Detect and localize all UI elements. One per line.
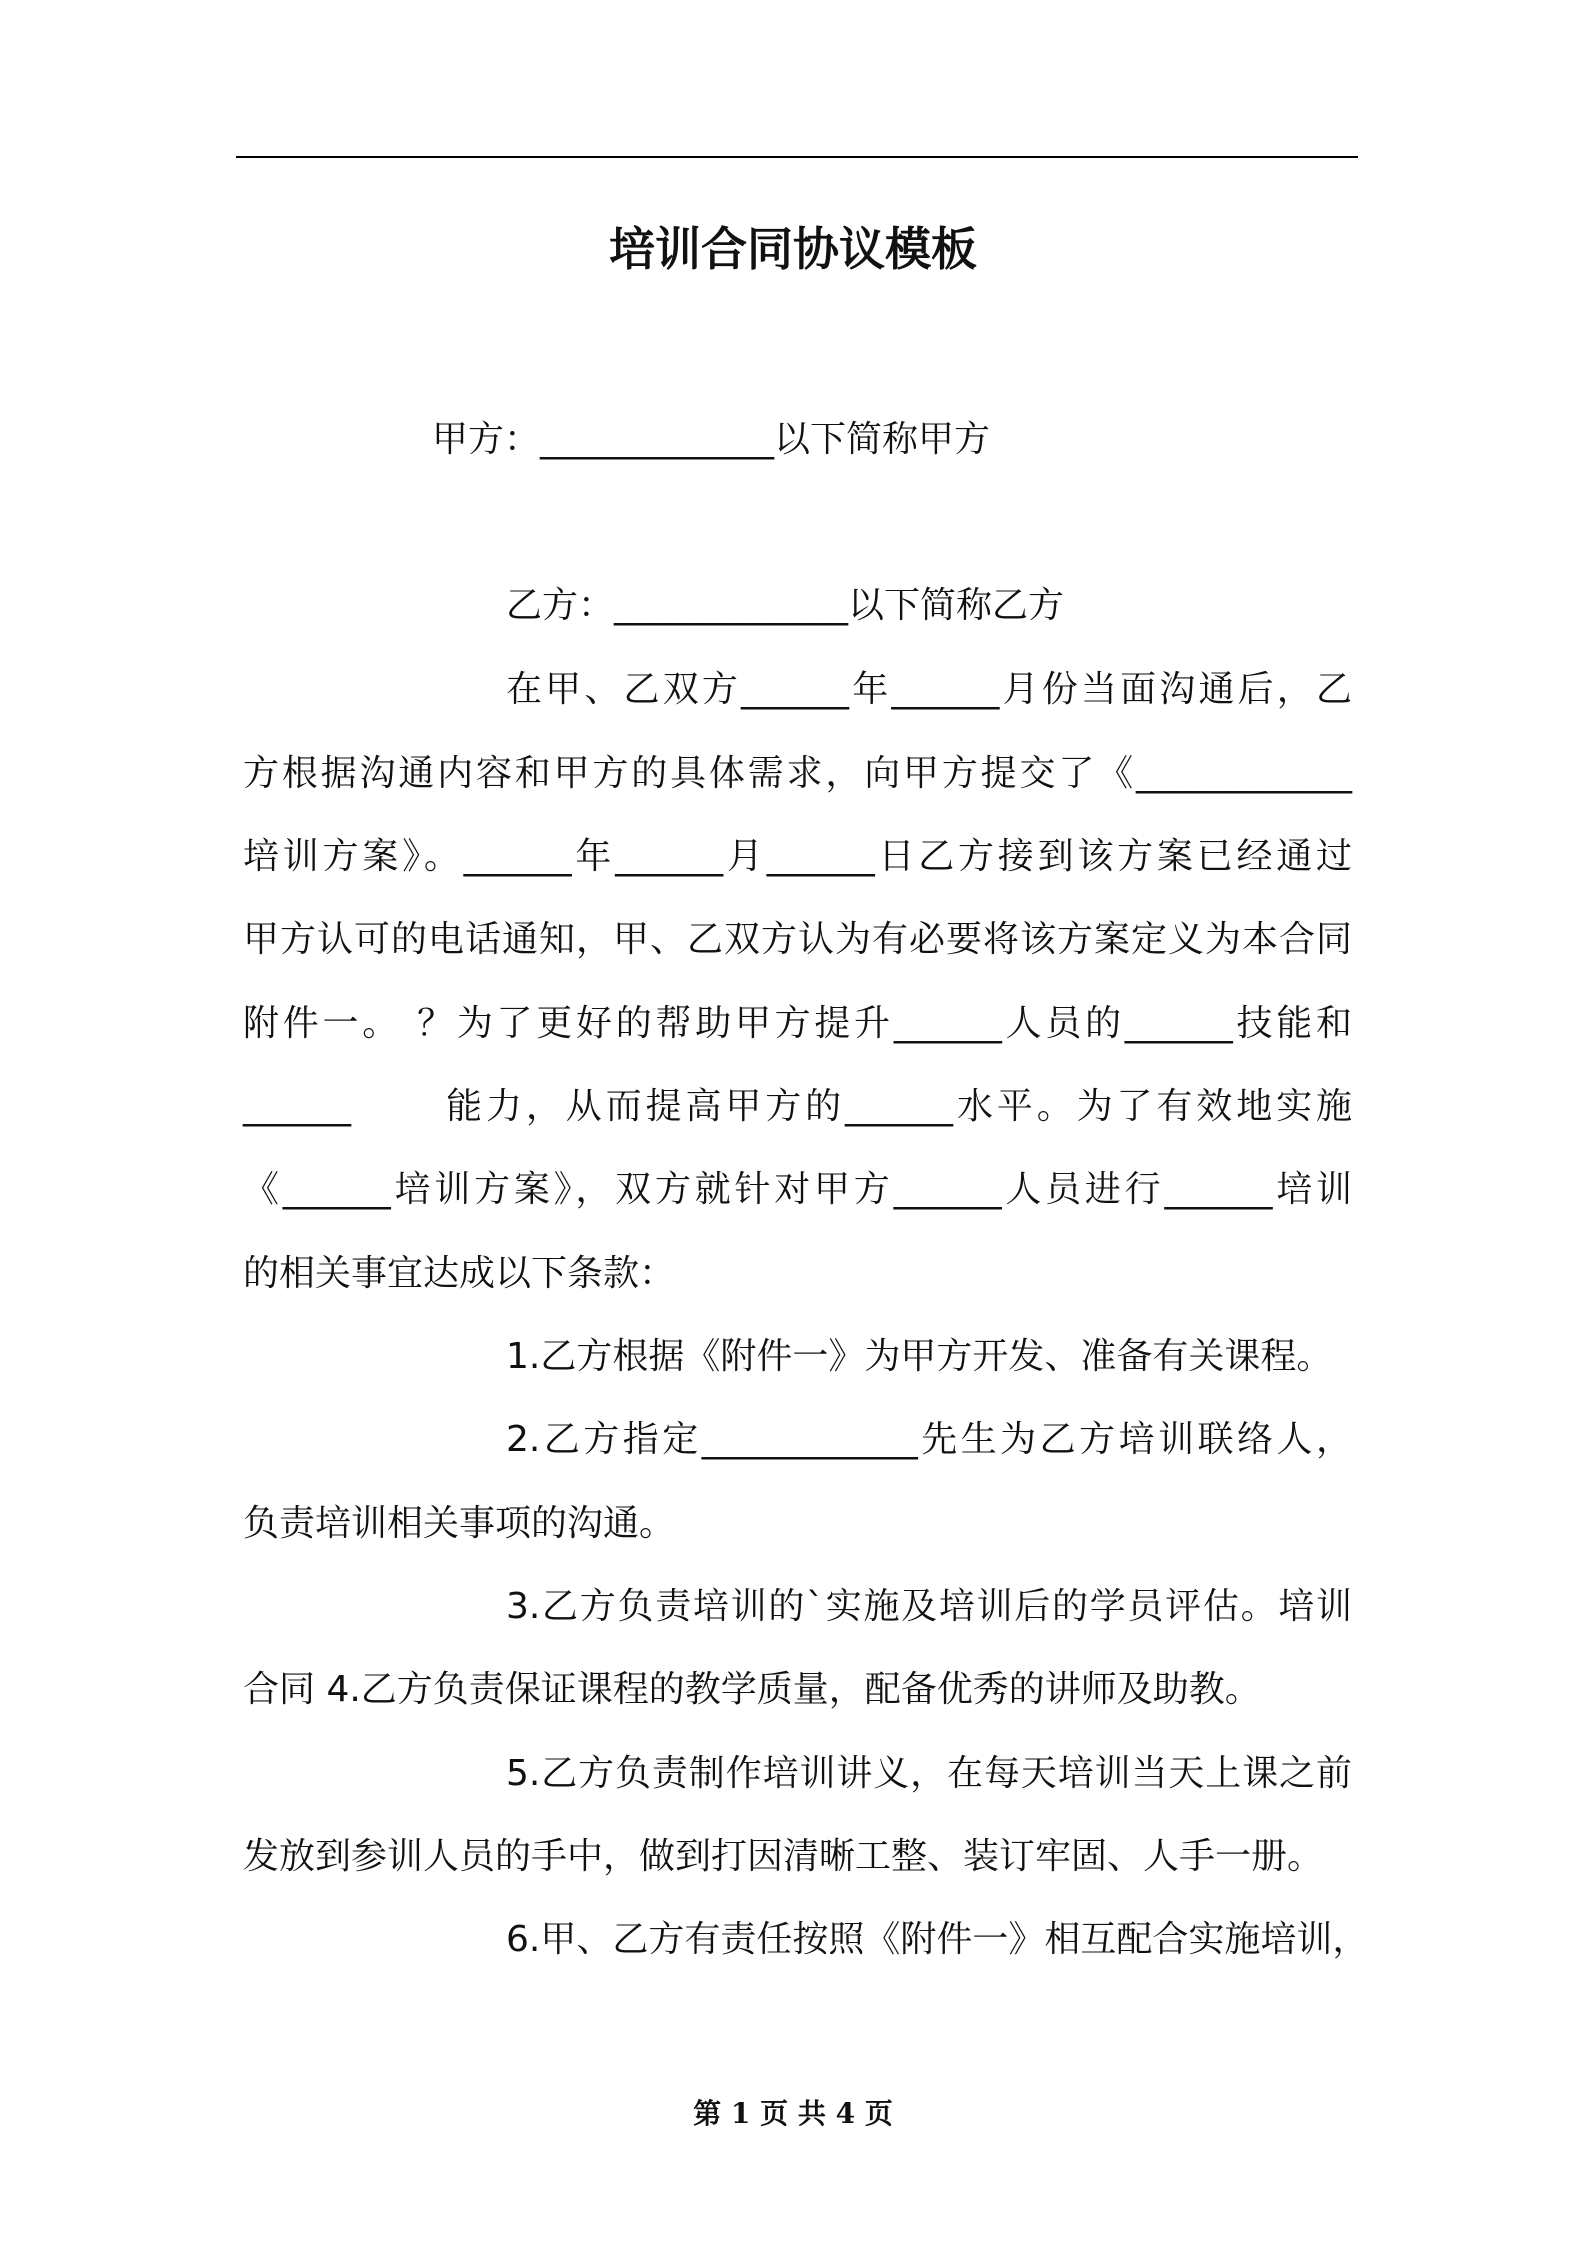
header-rule [236, 156, 1358, 158]
intro-line: 在甲、乙双方______年______月份当面沟通后，乙 [506, 669, 1352, 710]
page-number: 第 1 页 共 4 页 [693, 2097, 893, 2130]
intro-line: 甲方认可的电话通知，甲、乙双方认为有必要将该方案定义为本合同 [243, 919, 1352, 960]
intro-line: 方根据沟通内容和甲方的具体需求，向甲方提交了《____________ [243, 753, 1352, 794]
clause-line: 发放到参训人员的手中，做到打因清晰工整、装订牢固、人手一册。 [243, 1836, 1324, 1877]
intro-line: 《______培训方案》，双方就针对甲方______人员进行______培训 [243, 1169, 1352, 1210]
clause-1: 1.乙方根据《附件一》为甲方开发、准备有关课程。 [506, 1336, 1333, 1377]
clause-line: 5.乙方负责制作培训讲义，在每天培训当天上课之前 [506, 1753, 1352, 1794]
intro-line: 的相关事宜达成以下条款： [243, 1253, 676, 1294]
clause-line: 3.乙方负责培训的`实施及培训后的学员评估。培训 [506, 1586, 1352, 1627]
party-b-line: 乙方：_____________以下简称乙方 [506, 585, 1065, 626]
intro-line: 附件一。 ？为了更好的帮助甲方提升______人员的______技能和 [243, 1003, 1352, 1044]
clause-line: 2.乙方指定____________先生为乙方培训联络人， [506, 1419, 1352, 1460]
clause-line: 合同 4.乙方负责保证课程的教学质量，配备优秀的讲师及助教。 [243, 1669, 1261, 1710]
clause-line: 负责培训相关事项的沟通。 [243, 1503, 676, 1544]
clause-6: 6.甲、乙方有责任按照《附件一》相互配合实施培训， [506, 1919, 1369, 1960]
party-a-line: 甲方：_____________以下简称甲方 [432, 419, 991, 460]
document-title: 培训合同协议模板 [609, 222, 977, 276]
intro-line: ______ 能力，从而提高甲方的______水平。为了有效地实施 [243, 1086, 1352, 1127]
intro-line: 培训方案》。______年______月______日乙方接到该方案已经通过 [243, 836, 1352, 877]
